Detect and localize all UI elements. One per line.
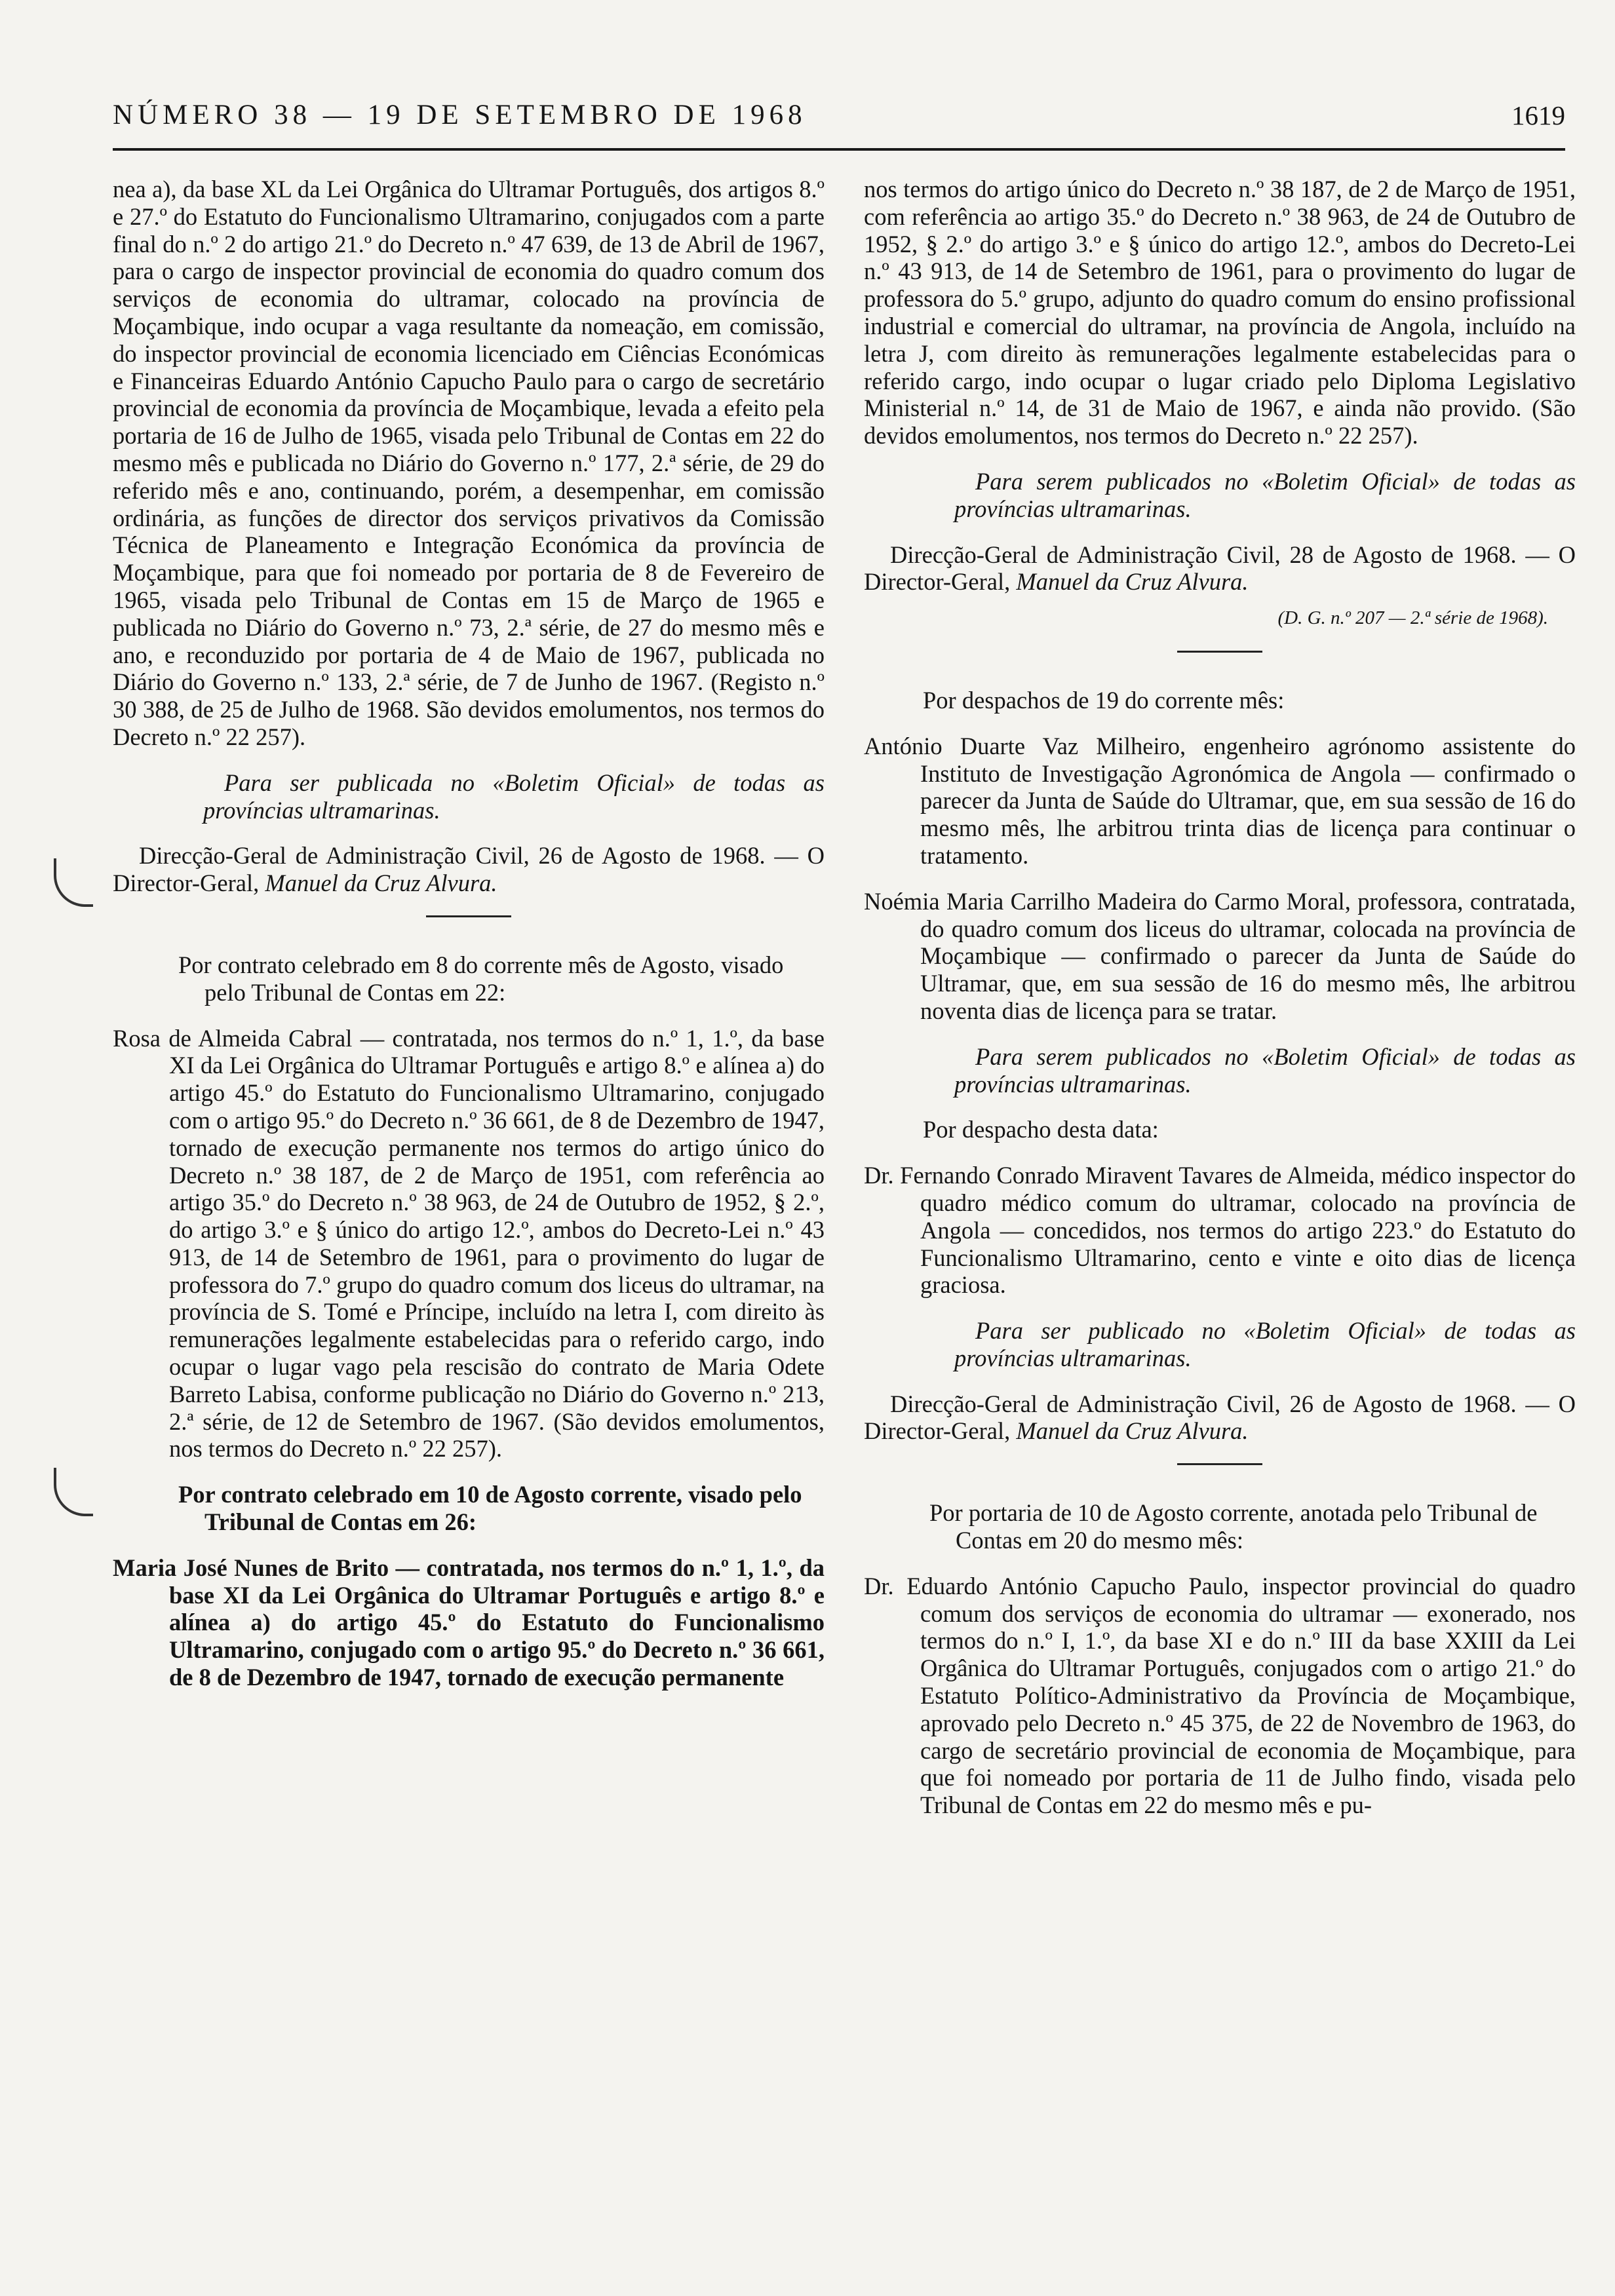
- entry: Noémia Maria Carrilho Madeira do Carmo Moral, professora, contratada, do quadro comum dos liceus do ultramar, colocada na província de Moçambique — confirmado o parecer da Junta de Saúde do Ultramar, que, em sua sessão de 16 do mesmo mês, lhe arbitrou noventa dias de licença para se tratar.: [864, 887, 1576, 1024]
- right-column: [864, 176, 1576, 1837]
- signature-block: [864, 541, 1576, 596]
- section-divider: [1177, 651, 1262, 653]
- signatory-name: Manuel da Cruz Alvura.: [1016, 1417, 1249, 1445]
- publication-note: Para ser publicado no «Boletim Oficial» de todas as províncias ultramarinas.: [954, 1317, 1576, 1371]
- section-intro: Por despachos de 19 do corrente mês:: [923, 686, 1285, 714]
- publication-note: Para serem publicados no «Boletim Oficial» de todas as províncias ultramarinas.: [954, 467, 1576, 522]
- entry: Dr. Fernando Conrado Miravent Tavares de Almeida, médico inspector do quadro médico comum do ultramar, colocado na província de Angola — concedidos, nos termos do artigo 223.º do Estatuto do Funcionalismo Ultramarino, cento e vinte e oito dias de licença graciosa.: [864, 1162, 1576, 1299]
- entry: António Duarte Vaz Milheiro, engenheiro agrónomo assistente do Instituto de Investigação Agronómica de Angola — confirmado o parecer da Junta de Saúde do Ultramar, que, em sua sessão de 16 do mesmo mês, lhe arbitrou trinta dias de licença para continuar o tratamento.: [864, 732, 1576, 869]
- left-column: [113, 176, 825, 1710]
- signature-text: Direcção-Geral de Administração Civil, 26 de Agosto de 1968. — O Director-Geral,: [113, 842, 825, 897]
- publication-note: Para ser publicada no «Boletim Oficial» de todas as províncias ultramarinas.: [203, 769, 825, 824]
- paragraph: nea a), da base XL da Lei Orgânica do Ultramar Português, dos artigos 8.º e 27.º do Estatuto do Funcionalismo Ultramarino, conjugados com a parte final do n.º 2 do artigo 21.º do Decreto n.º 47 639, de 13 de Abril de 1967, para o cargo de inspector provincial de economia do quadro comum dos serviços de economia do ultramar, colocado na província de Moçambique, indo ocupar a vaga resultante da nomeação, em comissão, do inspector provincial de economia licenciado em Ciências Económicas e Financeiras Eduardo António Capucho Paulo para o cargo de secretário provincial de economia da província de Moçambique, levada a efeito pela portaria de 16 de Julho de 1965, visada pelo Tribunal de Contas em 22 do mesmo mês e publicada no Diário do Governo n.º 177, 2.ª série, de 29 do referido mês e ano, continuando, porém, a desempenhar, em comissão ordinária, as funções de director dos serviços privativos da Comissão Técnica de Planeamento e Integração Económica da província de Moçambique, para que foi nomeado por portaria de 8 de Fevereiro de 1965, visada pelo Tribunal de Contas em 15 de Março de 1965 e publicada no Diário do Governo n.º 73, 2.ª série, de 27 do mesmo mês e ano, e reconduzido por portaria de 4 de Maio de 1967, publicada no Diário do Governo n.º 133, 2.ª série, de 7 de Junho de 1967. (Registo n.º 30 388, de 25 de Julho de 1968. São devidos emolumentos, nos termos do Decreto n.º 22 257).: [113, 176, 825, 750]
- margin-mark: [54, 1468, 93, 1516]
- source-reference: (D. G. n.º 207 — 2.ª série de 1968).: [1277, 607, 1548, 629]
- section-intro: Por contrato celebrado em 8 do corrente mês de Agosto, visado pelo Tribunal de Contas em 22:: [178, 951, 784, 1006]
- section-divider: [426, 915, 511, 917]
- margin-mark: [54, 858, 93, 907]
- entry: Dr. Eduardo António Capucho Paulo, inspector provincial do quadro comum dos serviços de economia do ultramar — exonerado, nos termos do n.º I, 1.º, da base XI e do n.º III da base XXIII da Lei Orgânica do Ultramar Português, conjugados com o artigo 21.º do Estatuto Político-Administrativo da Província de Moçambique, aprovado pelo Decreto n.º 45 375, de 22 de Novembro de 1963, do cargo de secretário provincial de economia de Moçambique, para que foi nomeado por portaria de 11 de Julho findo, visada pelo Tribunal de Contas em 22 do mesmo mês e pu-: [864, 1572, 1576, 1819]
- paragraph: nos termos do artigo único do Decreto n.º 38 187, de 2 de Março de 1951, com referência ao artigo 35.º do Decreto n.º 38 963, de 24 de Outubro de 1952, § 2.º do artigo 3.º e § único do artigo 12.º, ambos do Decreto-Lei n.º 43 913, de 14 de Setembro de 1961, para o provimento do lugar de professora do 5.º grupo, adjunto do quadro comum do ensino profissional industrial e comercial do ultramar, na província de Angola, incluído na letra J, com direito às remunerações legalmente estabelecidas para o referido cargo, indo ocupar o lugar criado pelo Diploma Legislativo Ministerial n.º 14, de 31 de Maio de 1967, e ainda não provido. (São devidos emolumentos, nos termos do Decreto n.º 22 257).: [864, 176, 1576, 450]
- entry: Maria José Nunes de Brito — contratada, nos termos do n.º 1, 1.º, da base XI da Lei Orgânica do Ultramar Português e artigo 8.º e alínea a) do artigo 45.º do Estatuto do Funcionalismo Ultramarino, conjugado com o artigo 95.º do Decreto n.º 36 661, de 8 de Dezembro de 1947, tornado de execução permanente: [113, 1554, 825, 1691]
- section-divider: [1177, 1463, 1262, 1465]
- signatory-name: Manuel da Cruz Alvura.: [265, 870, 497, 897]
- section-intro: Por portaria de 10 de Agosto corrente, anotada pelo Tribunal de Contas em 20 do mesmo mês:: [929, 1499, 1538, 1554]
- section-intro: Por despacho desta data:: [923, 1116, 1159, 1143]
- signature-text: Direcção-Geral de Administração Civil, 26 de Agosto de 1968. — O Director-Geral,: [864, 1390, 1576, 1445]
- signature-block: [864, 1390, 1576, 1445]
- publication-note: Para serem publicados no «Boletim Oficial» de todas as províncias ultramarinas.: [954, 1043, 1576, 1098]
- page-header: [113, 96, 1565, 151]
- signature-block: [113, 842, 825, 897]
- signatory-name: Manuel da Cruz Alvura.: [1016, 568, 1249, 596]
- page-number: 1619: [1511, 100, 1565, 130]
- entry: Rosa de Almeida Cabral — contratada, nos termos do n.º 1, 1.º, da base XI da Lei Orgânica do Ultramar Português e artigo 8.º e alínea a) do artigo 45.º do Estatuto do Funcionalismo Ultramarino, conjugado com o artigo 95.º do Decreto n.º 36 661, de 8 de Dezembro de 1947, tornado de execução permanente nos termos do artigo único do Decreto n.º 38 187, de 2 de Março de 1951, com referência ao artigo 35.º do Decreto n.º 38 963, de 24 de Outubro de 1952, § 2.º, do artigo 3.º e § único do artigo 12.º, ambos do Decreto-Lei n.º 43 913, de 14 de Setembro de 1961, para o provimento do lugar de professora do 7.º grupo do quadro comum dos liceus do ultramar, na província de S. Tomé e Príncipe, incluído na letra I, com direito às remunerações legalmente estabelecidas para o referido cargo, indo ocupar o lugar vago pela rescisão do contrato de Maria Odete Barreto Labisa, conforme publicação no Diário do Governo n.º 213, 2.ª série, de 12 de Setembro de 1967. (São devidos emolumentos, nos termos do Decreto n.º 22 257).: [113, 1024, 825, 1463]
- section-intro: Por contrato celebrado em 10 de Agosto corrente, visado pelo Tribunal de Contas em 26:: [178, 1481, 802, 1536]
- signature-text: Direcção-Geral de Administração Civil, 28 de Agosto de 1968. — O Director-Geral,: [864, 541, 1576, 596]
- issue-title: NÚMERO 38 — 19 DE SETEMBRO DE 1968: [113, 100, 807, 130]
